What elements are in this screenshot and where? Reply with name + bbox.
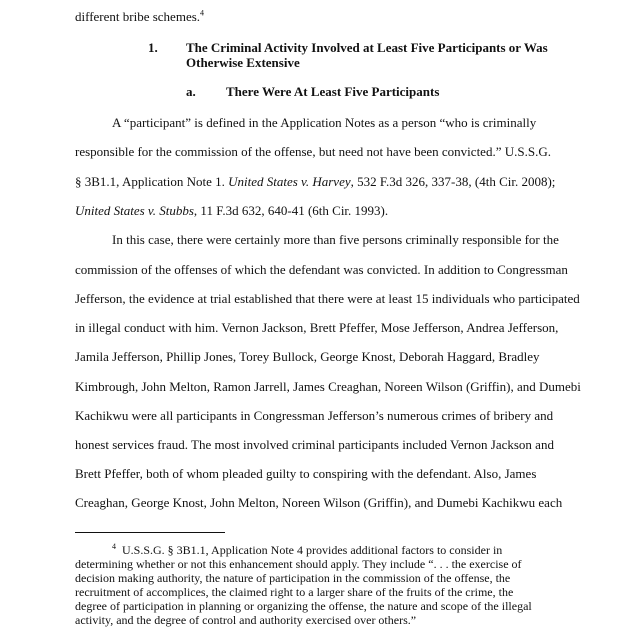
para2-line: in illegal conduct with him. Vernon Jackson, Brett Pfeffer, Mose Jefferson, Andrea Jefferson,	[75, 320, 559, 335]
intro-line	[75, 9, 204, 25]
heading-a-text: There Were At Least Five Participants	[226, 84, 440, 99]
para2-line: Kachikwu were all participants in Congressman Jefferson’s numerous crimes of bribery and	[75, 408, 554, 423]
para1-line-1: A “participant” is defined in the Application Notes as a person “who is criminally	[112, 115, 537, 130]
para2-line: Jefferson, the evidence at trial established that there were at least 15 individuals who participated	[75, 291, 580, 306]
case-citation-stubbs: United States v. Stubbs	[75, 203, 194, 218]
heading-1-line-2: Otherwise Extensive	[186, 55, 300, 70]
para1-line-2: responsible for the commission of the offense, but need not have been convicted.” U.S.S.G.	[75, 144, 551, 159]
para2-line: Creaghan, George Knost, John Melton, Noreen Wilson (Griffin), and Dumebi Kachikwu each	[75, 495, 563, 510]
heading-1-number: 1.	[148, 40, 158, 55]
footnote-number: 4	[112, 542, 116, 551]
para1-line-3-post: , 532 F.3d 326, 337-38, (4th Cir. 2008);	[350, 174, 556, 189]
para2-line: In this case, there were certainly more than five persons criminally responsible for the	[112, 232, 559, 247]
para1-line-4-post: , 11 F.3d 632, 640-41 (6th Cir. 1993).	[193, 203, 389, 218]
footnote-separator	[75, 532, 225, 533]
para2-line: Kimbrough, John Melton, Ramon Jarrell, James Creaghan, Noreen Wilson (Griffin), and Dumebi	[75, 379, 581, 394]
para1-line-4	[75, 203, 388, 219]
para2-line: Jamila Jefferson, Phillip Jones, Torey Bullock, George Knost, Deborah Haggard, Bradley	[75, 349, 540, 364]
heading-a-number: a.	[186, 84, 196, 99]
footnote-line: decision making authority, the nature of participation in the commission of the offense, the	[75, 571, 511, 585]
footnote-line: recruitment of accomplices, the claimed right to a larger share of the fruits of the crime, the	[75, 585, 514, 599]
footnote-ref: 4	[200, 8, 205, 18]
footnote-line: degree of participation in planning or organizing the offense, the nature and scope of the illegal	[75, 599, 532, 613]
intro-text: different bribe schemes.	[75, 9, 201, 24]
footnote-line: activity, and the degree of control and authority exercised over others.”	[75, 613, 417, 627]
footnote-line: determining whether or not this enhancement should apply. They include “. . . the exercise of	[75, 557, 522, 571]
para2-line: honest services fraud. The most involved criminal participants included Vernon Jackson and	[75, 437, 554, 452]
heading-1-line-1: The Criminal Activity Involved at Least Five Participants or Was	[186, 40, 548, 55]
para2-line: commission of the offenses of which the defendant was convicted. In addition to Congressman	[75, 262, 568, 277]
para2-line: Brett Pfeffer, both of whom pleaded guilty to conspiring with the defendant. Also, James	[75, 466, 537, 481]
footnote-text: U.S.S.G. § 3B1.1, Application Note 4 provides additional factors to consider in	[122, 543, 503, 557]
footnote-line-1	[112, 543, 502, 557]
case-citation-harvey: United States v. Harvey	[228, 174, 351, 189]
para1-line-3-pre: § 3B1.1, Application Note 1.	[75, 174, 229, 189]
para1-line-3	[75, 174, 555, 190]
